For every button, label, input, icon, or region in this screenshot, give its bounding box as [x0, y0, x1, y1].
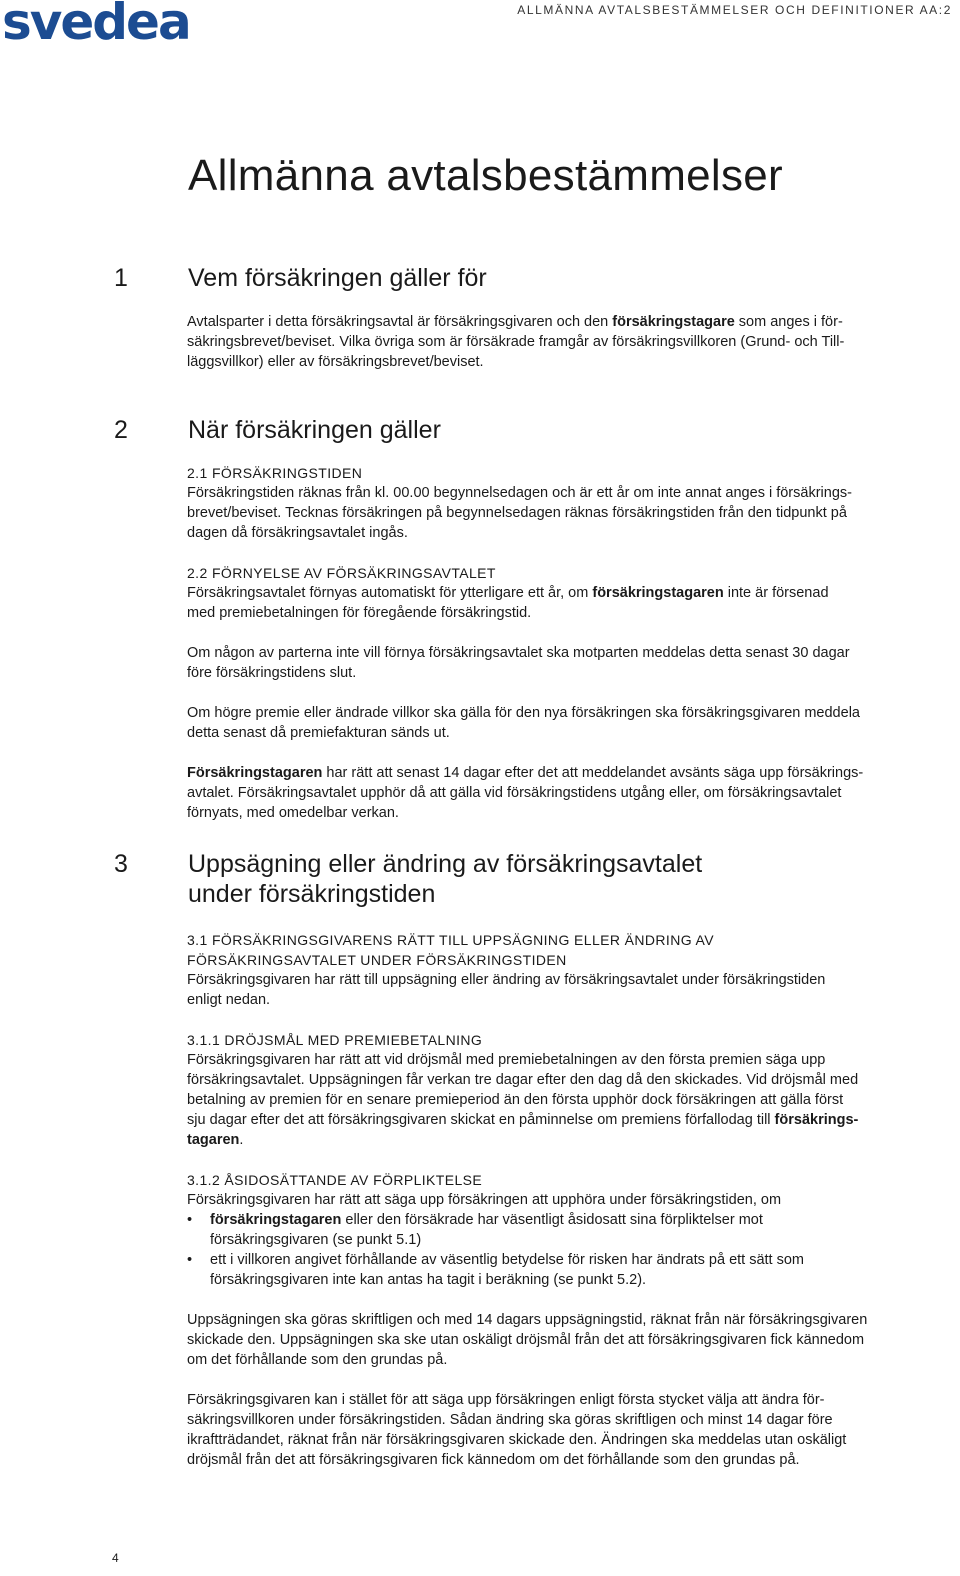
subsection-3-1-heading: 3.1 FÖRSÄKRINGSGIVARENS RÄTT TILL UPPSÄGNING ELLER ÄNDRING AV FÖRSÄKRINGSAVTALET UNDER FÖRSÄKRINGSTIDEN [187, 932, 714, 968]
subsection-2-2-paragraph-3: Om högre premie eller ändrade villkor ska gälla för den nya försäkringen ska försäkringsgivaren meddela detta senast då premiefakturan sänds ut. [187, 705, 860, 741]
list-item-text: ett i villkoren angivet förhållande av väsentlig betydelse för risken har ändrats på ett sätt som försäkringsgivaren inte kan antas ha tagit i beräkning (se punkt 5.2). [210, 1252, 805, 1288]
subsection-3-1-2-paragraph-2: Uppsägningen ska göras skriftligen och med 14 dagars uppsägningstid, räknat från när försäkringsgivaren skickade den. Uppsägningen ska ske utan oskäligt dröjsmål från det att försäkringsgivaren fick kännedom om det förhållande som den grundas på. [187, 1312, 868, 1368]
bullet-icon: • [187, 1252, 193, 1268]
page-title: Allmänna avtalsbestämmelser [188, 151, 784, 200]
subsection-2-2-paragraph-4: Försäkringstagaren har rätt att senast 14 dagar efter det att meddelandet avsänts säga upp försäkrings- avtalet. Försäkringsavtalet upphör då att gälla vid försäkringstidens utgång eller, om försäkringsavtalet förnyats, med omedelbar verkan. [187, 765, 864, 821]
subsection-2-2-heading: 2.2 FÖRNYELSE AV FÖRSÄKRINGSAVTALET [187, 565, 496, 581]
subsection-3-1-1-paragraph: Försäkringsgivaren har rätt att vid dröjsmål med premiebetalningen av den första premien säga upp försäkringsavtalet. Uppsägningen får verkan tre dagar efter den dag då den skickades. Vid dröjsmål med betalning av premien för en senare premieperiod än den första upphör dock försäkringen att gälla först sju dagar efter det att försäkringsgivaren skickat en påminnelse om premiens förfallodag till försäkrings- tagaren. [187, 1052, 859, 1148]
running-header: ALLMÄNNA AVTALSBESTÄMMELSER OCH DEFINITIONER AA:2 [517, 3, 952, 17]
page-number: 4 [112, 1551, 119, 1565]
section-1-title: Vem försäkringen gäller för [188, 264, 487, 292]
subsection-2-2-paragraph-2: Om någon av parterna inte vill förnya försäkringsavtalet ska motparten meddelas detta senast 30 dagar före försäkringstidens slut. [187, 645, 850, 681]
section-2-number: 2 [114, 416, 128, 444]
section-3-title: Uppsägning eller ändring av försäkringsavtalet under försäkringstiden [188, 850, 703, 908]
subsection-2-1-heading: 2.1 FÖRSÄKRINGSTIDEN [187, 465, 363, 481]
subsection-3-1-2-intro: Försäkringsgivaren har rätt att säga upp försäkringen att upphöra under försäkringstiden, om [187, 1192, 782, 1208]
subsection-2-1-paragraph: Försäkringstiden räknas från kl. 00.00 begynnelsedagen och är ett år om inte annat anges i försäkrings- brevet/beviset. Tecknas försäkringen på begynnelsedagen räknas försäkringstiden från den tidpunkt på dagen då försäkringsavtalet ingås. [187, 485, 852, 541]
bullet-icon: • [187, 1212, 193, 1228]
subsection-3-1-paragraph: Försäkringsgivaren har rätt till uppsägning eller ändring av försäkringsavtalet under försäkringstiden enligt nedan. [187, 972, 826, 1008]
section-1-paragraph: Avtalsparter i detta försäkringsavtal är försäkringsgivaren och den försäkringstagare som anges i för- säkringsbrevet/beviset. Vilka övriga som är försäkrade framgår av försäkringsvillkoren (Grund- och Till- läggsvillkor) eller av försäkringsbrevet/beviset. [187, 314, 845, 370]
list-item-text: försäkringstagaren eller den försäkrade har väsentligt åsidosatt sina förpliktelser mot försäkringsgivaren (se punkt 5.1) [210, 1212, 763, 1248]
section-3-number: 3 [114, 850, 128, 878]
subsection-2-2-paragraph-1: Försäkringsavtalet förnyas automatiskt för ytterligare ett år, om försäkringstagaren inte är försenad med premiebetalningen för föregående försäkringstid. [187, 585, 829, 621]
section-2-title: När försäkringen gäller [188, 416, 441, 444]
svedea-logo: svedea [2, 0, 190, 51]
subsection-3-1-2-heading: 3.1.2 ÅSIDOSÄTTANDE AV FÖRPLIKTELSE [187, 1172, 483, 1188]
section-1-number: 1 [114, 264, 128, 292]
subsection-3-1-1-heading: 3.1.1 DRÖJSMÅL MED PREMIEBETALNING [187, 1032, 483, 1048]
subsection-3-1-2-paragraph-3: Försäkringsgivaren kan i stället för att säga upp försäkringen enligt första stycket välja att ändra för- säkringsvillkoren under försäkringstiden. Sådan ändring ska göras skriftligen och minst 14 dagar före ikraftträdandet, räknat från när försäkringsgivaren skickade den. Ändringen ska meddelas utan oskäligt dröjsmål från det att försäkringsgivaren fick kännedom om det förhållande som den grundas på. [187, 1392, 847, 1468]
